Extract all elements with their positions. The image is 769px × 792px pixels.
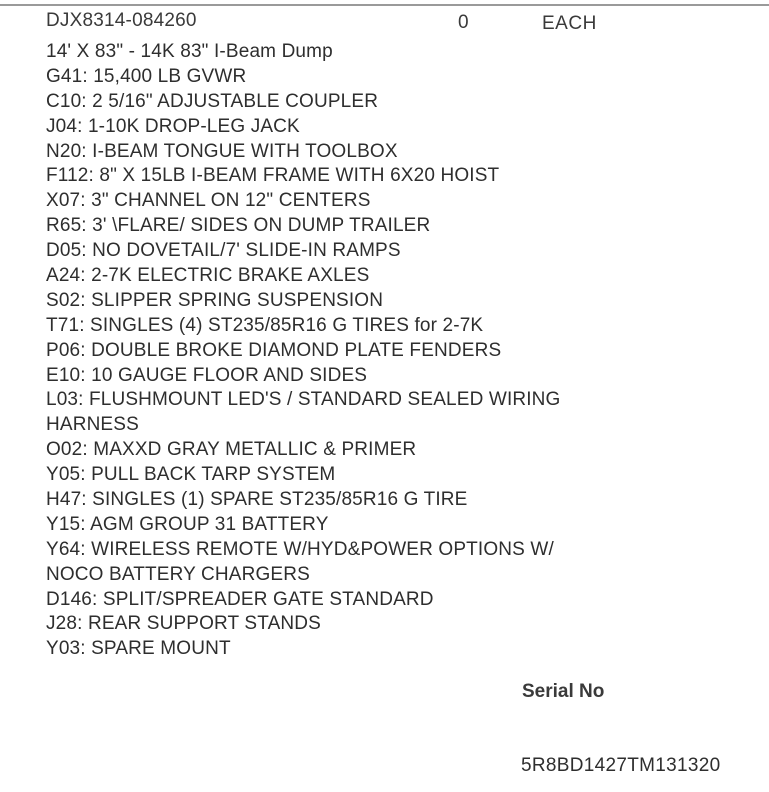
top-rule	[0, 4, 769, 6]
option-line: J04: 1-10K DROP-LEG JACK	[46, 115, 300, 137]
option-line: C10: 2 5/16" ADJUSTABLE COUPLER	[46, 90, 379, 112]
option-line-continuation: NOCO BATTERY CHARGERS	[46, 563, 310, 585]
option-line: Y15: AGM GROUP 31 BATTERY	[46, 513, 329, 535]
option-line: F112: 8" X 15LB I-BEAM FRAME WITH 6X20 HOIST	[46, 165, 500, 187]
option-line-continuation: HARNESS	[46, 414, 139, 436]
option-line: Y03: SPARE MOUNT	[46, 638, 231, 660]
unit-of-measure: EACH	[542, 13, 597, 34]
option-line: Y05: PULL BACK TARP SYSTEM	[46, 464, 336, 486]
option-line: J28: REAR SUPPORT STANDS	[46, 613, 321, 635]
option-line: D05: NO DOVETAIL/7' SLIDE-IN RAMPS	[46, 240, 401, 262]
option-line: Y64: WIRELESS REMOTE W/HYD&POWER OPTIONS W/	[46, 538, 554, 560]
option-line: P06: DOUBLE BROKE DIAMOND PLATE FENDERS	[46, 339, 502, 361]
option-list	[46, 40, 746, 662]
item-header-row	[46, 10, 746, 36]
option-line: R65: 3' \FLARE/ SIDES ON DUMP TRAILER	[46, 215, 431, 237]
option-line: D146: SPLIT/SPREADER GATE STANDARD	[46, 588, 434, 610]
option-line: E10: 10 GAUGE FLOOR AND SIDES	[46, 364, 368, 386]
description-line: 14' X 83" - 14K 83" I-Beam Dump	[46, 41, 333, 62]
option-line: O02: MAXXD GRAY METALLIC & PRIMER	[46, 439, 417, 461]
part-number: DJX8314-084260	[46, 10, 197, 31]
serial-number: 5R8BD1427TM131320	[521, 755, 721, 776]
option-line: H47: SINGLES (1) SPARE ST235/85R16 G TIRE	[46, 489, 468, 511]
option-line: G41: 15,400 LB GVWR	[46, 65, 247, 87]
option-line: N20: I-BEAM TONGUE WITH TOOLBOX	[46, 140, 398, 162]
option-line: A24: 2-7K ELECTRIC BRAKE AXLES	[46, 265, 370, 287]
option-line: T71: SINGLES (4) ST235/85R16 G TIRES for 2-7K	[46, 314, 484, 336]
serial-label: Serial No	[522, 681, 605, 702]
option-line: S02: SLIPPER SPRING SUSPENSION	[46, 289, 384, 311]
quantity: 0	[458, 12, 469, 33]
option-line: X07: 3" CHANNEL ON 12" CENTERS	[46, 190, 371, 212]
option-line: L03: FLUSHMOUNT LED'S / STANDARD SEALED WIRING	[46, 389, 561, 411]
